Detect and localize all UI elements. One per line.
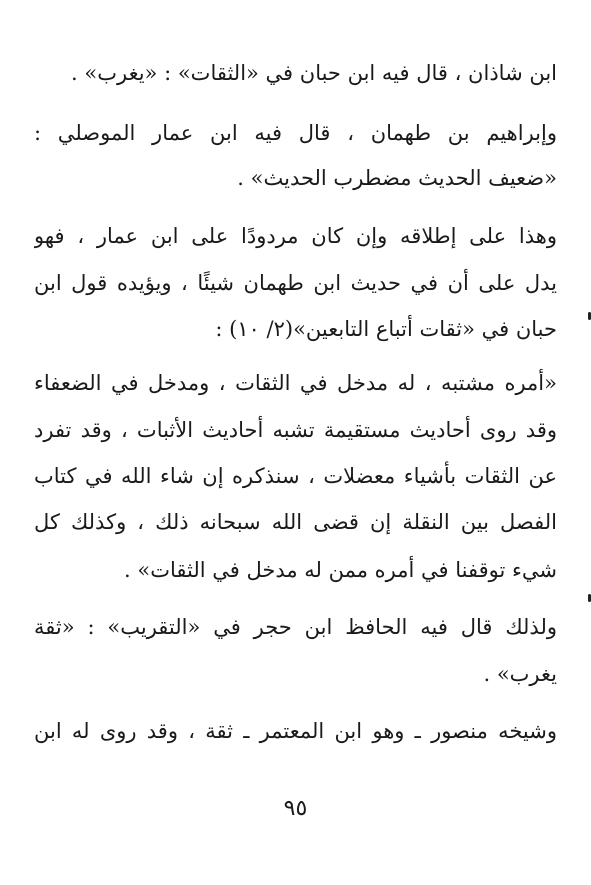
text-line: وقد روى أحاديث مستقيمة تشبه أحاديث الأثبات ، وقد تفرد bbox=[34, 418, 557, 442]
text-line: ابن شاذان ، قال فيه ابن حبان في «الثقات» : «يغرب» . bbox=[71, 61, 557, 85]
text-line: وإبراهيم بن طهمان ، قال فيه ابن عمار الموصلي : bbox=[34, 121, 557, 145]
text-line: يدل على أن في حديث ابن طهمان شيئًا ، ويؤيده قول ابن bbox=[34, 271, 557, 295]
text-line: وشيخه منصور ـ وهو ابن المعتمر ـ ثقة ، وقد روى له ابن bbox=[34, 719, 557, 743]
text-line: حبان في «ثقات أتباع التابعين»(٢/ ١٠) : bbox=[215, 317, 557, 341]
text-line: يغرب» . bbox=[483, 662, 557, 686]
text-line: عن الثقات بأشياء معضلات ، سنذكره إن شاء الله في كتاب bbox=[34, 464, 557, 488]
page-number: ٩٥ bbox=[283, 796, 308, 821]
text-line: شيء توقفنا في أمره ممن له مدخل في الثقات» . bbox=[124, 558, 557, 582]
text-line: «أمره مشتبه ، له مدخل في الثقات ، ومدخل في الضعفاء bbox=[34, 371, 557, 395]
text-line: «ضعيف الحديث مضطرب الحديث» . bbox=[237, 166, 557, 190]
text-line: وهذا على إطلاقه وإن كان مردودًا على ابن عمار ، فهو bbox=[34, 224, 557, 248]
text-line: الفصل بين النقلة إن قضى الله سبحانه ذلك ، وكذلك كل bbox=[34, 510, 557, 534]
text-line: ولذلك قال فيه الحافظ ابن حجر في «التقريب» : «ثقة bbox=[34, 615, 557, 639]
